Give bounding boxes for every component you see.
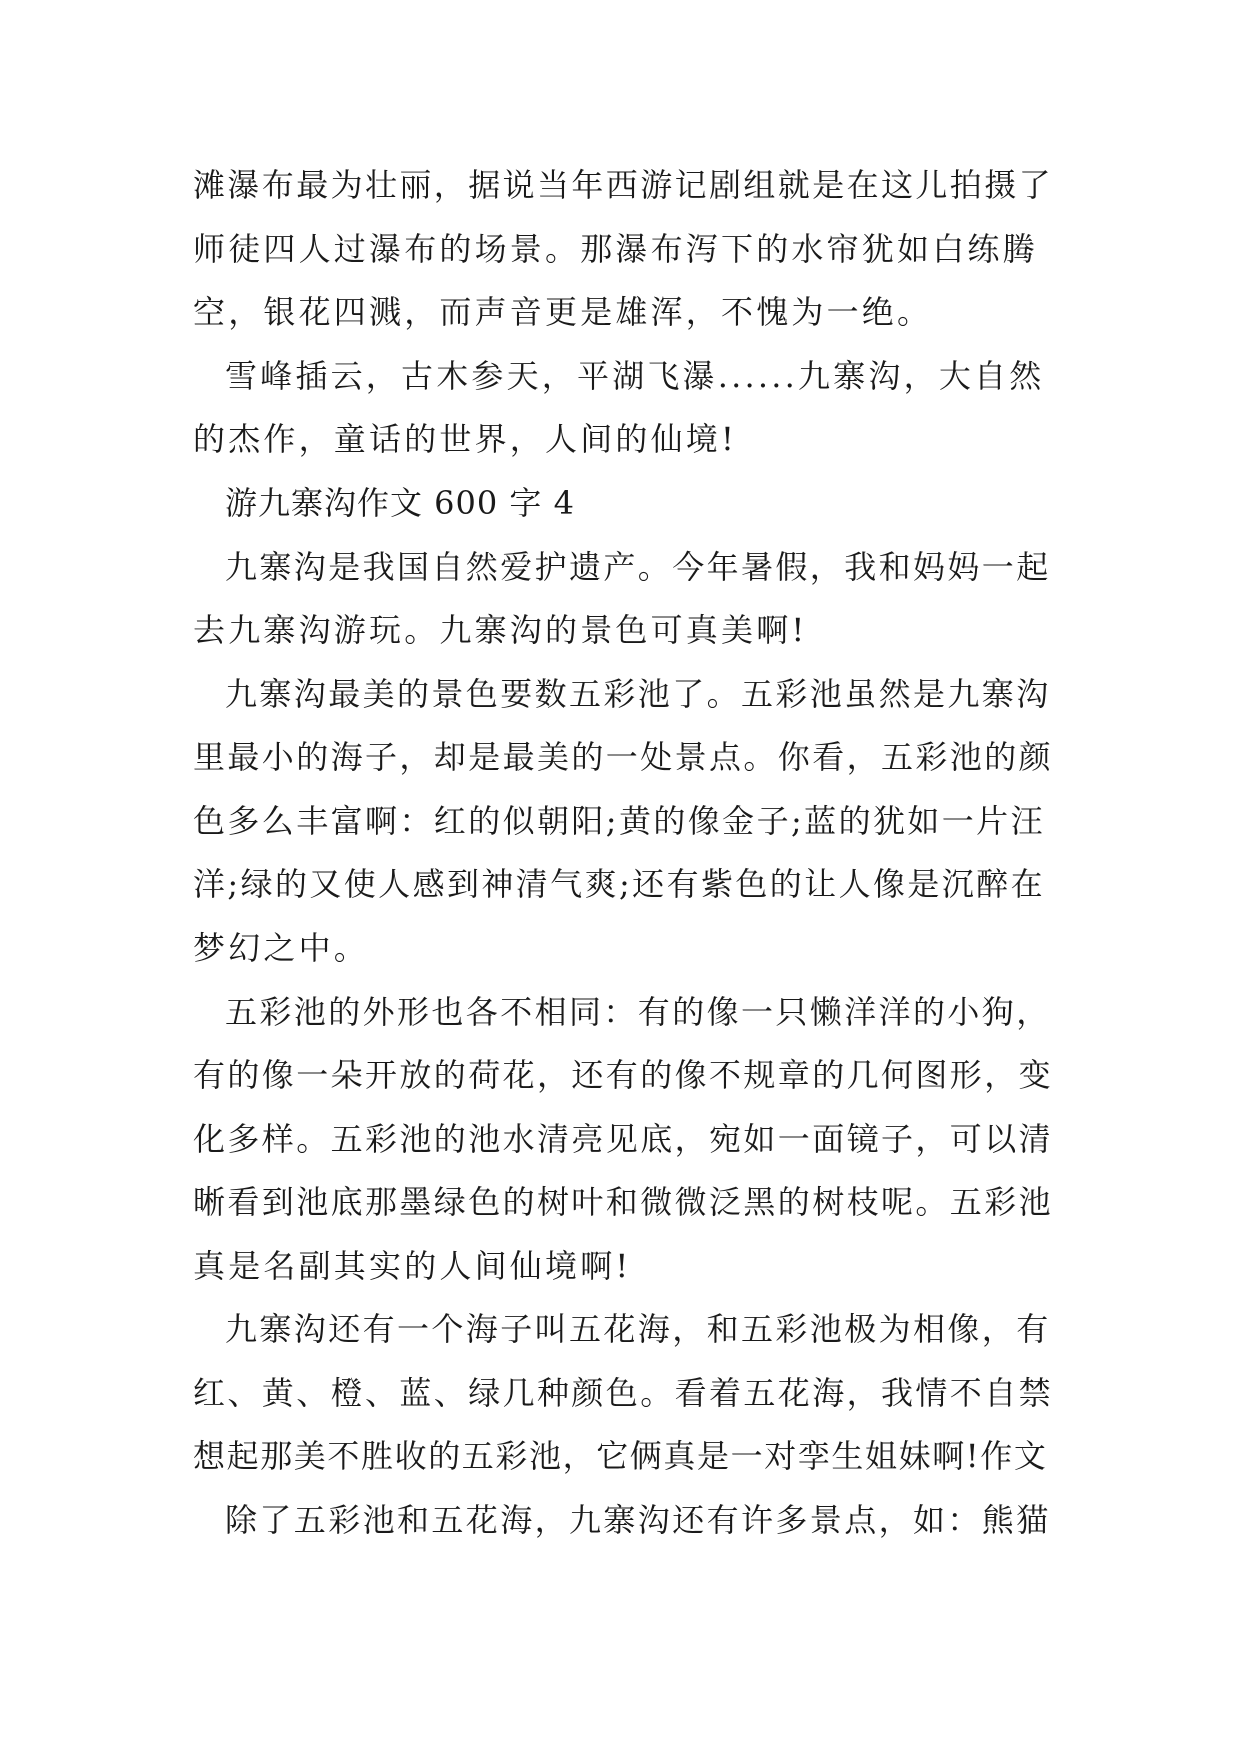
paragraph-line: 色多么丰富啊：红的似朝阳;黄的像金子;蓝的犹如一片汪 [193, 802, 1045, 840]
paragraph-line: 九寨沟是我国自然爱护遗产。今年暑假，我和妈妈一起 [225, 548, 1051, 586]
paragraph-line: 真是名副其实的人间仙境啊! [193, 1247, 632, 1285]
paragraph-line: 九寨沟还有一个海子叫五花海，和五彩池极为相像，有 [225, 1310, 1051, 1348]
section-heading: 游九寨沟作文 600 字 4 [225, 484, 575, 522]
paragraph-line: 晰看到池底那墨绿色的树叶和微微泛黑的树枝呢。五彩池 [193, 1183, 1054, 1221]
paragraph-line: 化多样。五彩池的池水清亮见底，宛如一面镜子，可以清 [193, 1120, 1054, 1158]
paragraph-line: 里最小的海子，却是最美的一处景点。你看，五彩池的颜 [193, 738, 1054, 776]
paragraph-line: 除了五彩池和五花海，九寨沟还有许多景点，如：熊猫 [225, 1501, 1051, 1539]
paragraph-line: 九寨沟最美的景色要数五彩池了。五彩池虽然是九寨沟 [225, 675, 1051, 713]
paragraph-line: 有的像一朵开放的荷花，还有的像不规章的几何图形，变 [193, 1056, 1054, 1094]
paragraph-line: 空，银花四溅，而声音更是雄浑，不愧为一绝。 [193, 293, 933, 331]
paragraph-line: 红、黄、橙、蓝、绿几种颜色。看着五花海，我情不自禁 [193, 1374, 1054, 1412]
paragraph-line: 想起那美不胜收的五彩池，它俩真是一对孪生姐妹啊!作文 [193, 1437, 1048, 1475]
paragraph-line: 师徒四人过瀑布的场景。那瀑布泻下的水帘犹如白练腾 [193, 230, 1038, 268]
paragraph-line: 滩瀑布最为壮丽，据说当年西游记剧组就是在这儿拍摄了 [193, 166, 1054, 204]
paragraph-line: 的杰作，童话的世界，人间的仙境! [193, 420, 738, 458]
paragraph-line: 去九寨沟游玩。九寨沟的景色可真美啊! [193, 611, 808, 649]
paragraph-line: 洋;绿的又使人感到神清气爽;还有紫色的让人像是沉醉在 [193, 865, 1045, 903]
paragraph-line: 五彩池的外形也各不相同：有的像一只懒洋洋的小狗， [225, 993, 1051, 1031]
paragraph-line: 梦幻之中。 [193, 929, 370, 967]
paragraph-line: 雪峰插云，古木参天，平湖飞瀑......九寨沟，大自然 [225, 357, 1045, 395]
